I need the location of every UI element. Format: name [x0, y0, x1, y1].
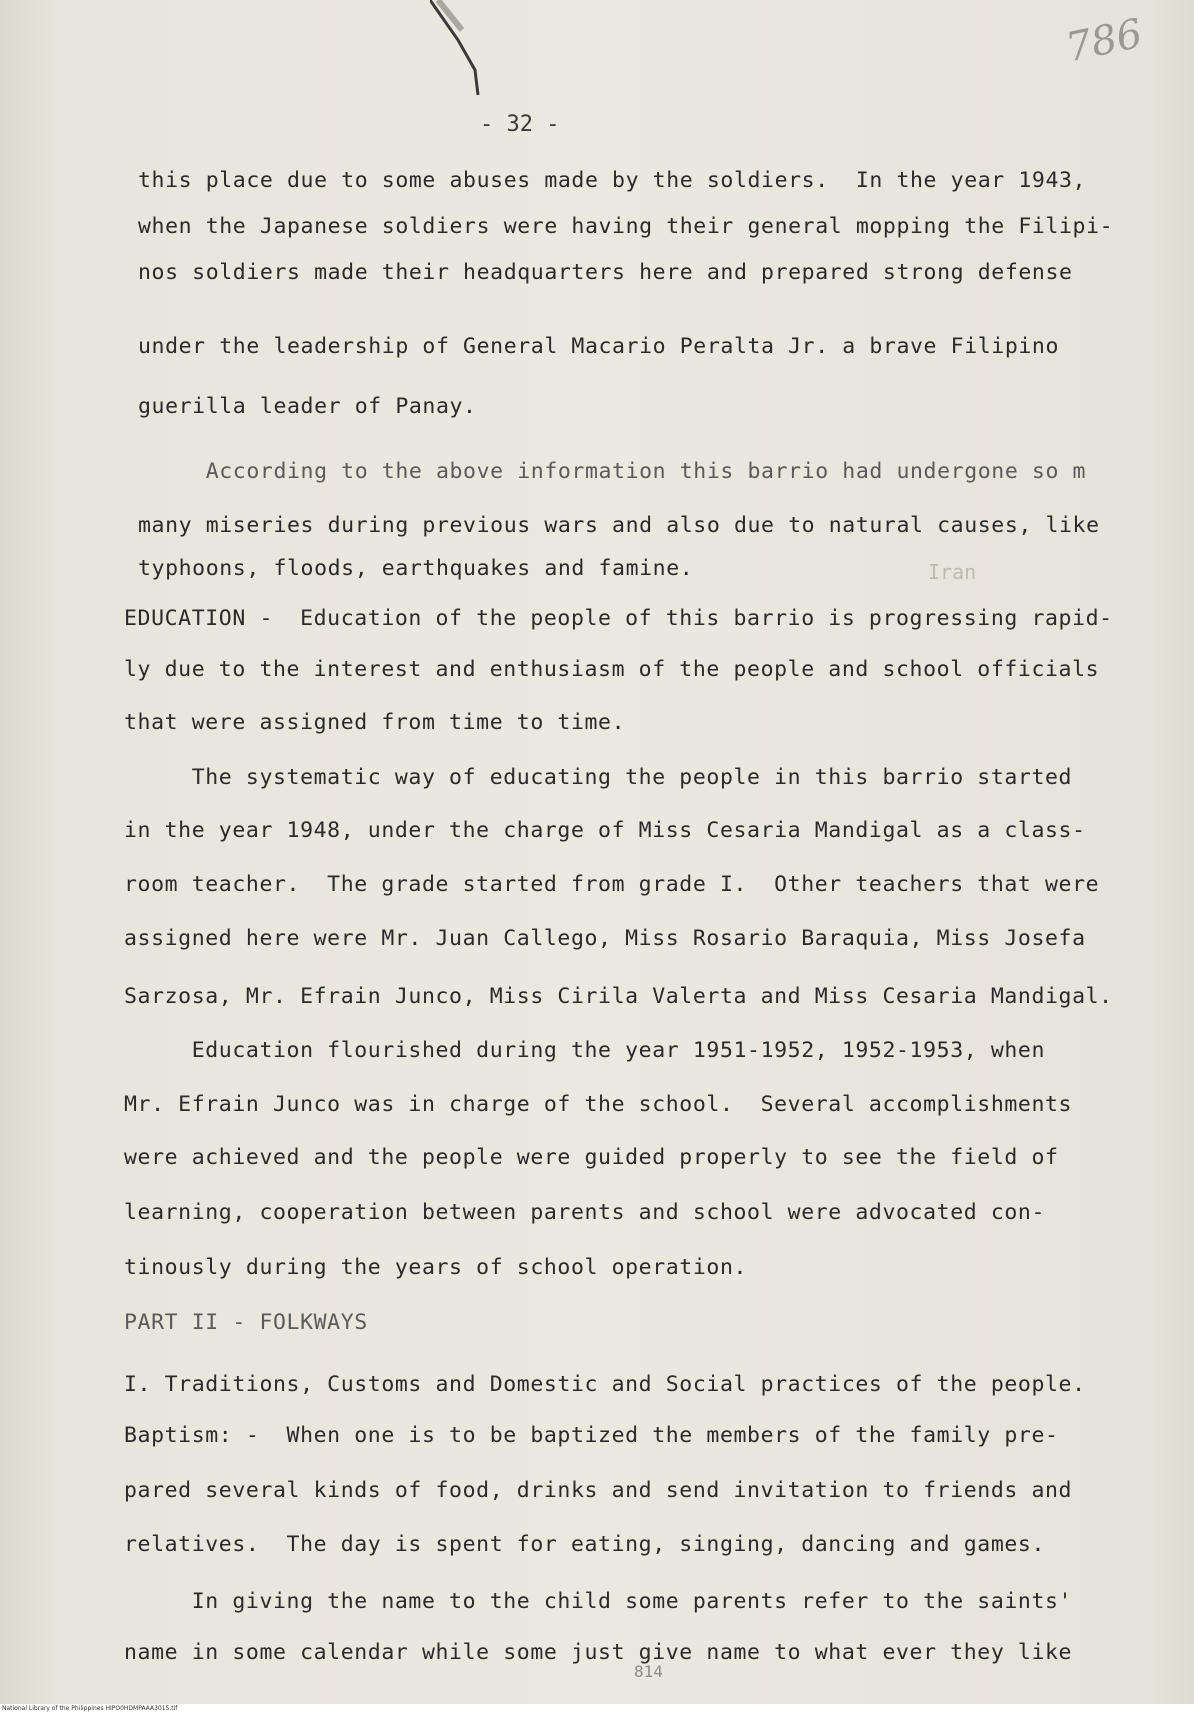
- text-line: name in some calendar while some just give name to what ever they like: [124, 1640, 1073, 1665]
- bleed-through-text: Iran: [928, 560, 977, 584]
- text-line: pared several kinds of food, drinks and send invitation to friends and: [124, 1478, 1073, 1503]
- text-line: The systematic way of educating the people in this barrio started: [124, 765, 1073, 790]
- text-line: many miseries during previous wars and also due to natural causes, like: [138, 513, 1100, 538]
- stamped-page-number: 814: [634, 1662, 663, 1681]
- text-line: Education flourished during the year 1951-1952, 1952-1953, when: [124, 1038, 1045, 1063]
- text-line: ly due to the interest and enthusiasm of the people and school officials: [124, 657, 1100, 682]
- text-line: relatives. The day is spent for eating, singing, dancing and games.: [124, 1532, 1045, 1557]
- page-number: - 32 -: [480, 112, 560, 137]
- text-line: I. Traditions, Customs and Domestic and Social practices of the people.: [124, 1372, 1086, 1397]
- section-heading: PART II - FOLKWAYS: [124, 1310, 368, 1335]
- text-line: tinously during the years of school operation.: [124, 1255, 748, 1280]
- text-line: in the year 1948, under the charge of Miss Cesaria Mandigal as a class-: [124, 818, 1086, 843]
- text-line: this place due to some abuses made by the soldiers. In the year 1943,: [138, 168, 1087, 193]
- text-line: Baptism: - When one is to be baptized the members of the family pre-: [124, 1423, 1059, 1448]
- text-line: Sarzosa, Mr. Efrain Junco, Miss Cirila Valerta and Miss Cesaria Mandigal.: [124, 984, 1113, 1009]
- text-line: EDUCATION - Education of the people of this barrio is progressing rapid-: [124, 606, 1113, 631]
- text-line: under the leadership of General Macario Peralta Jr. a brave Filipino: [138, 334, 1059, 359]
- archive-footer: National Library of the Philippines HIPO0HDMPAAA3015.tif: [0, 1704, 1194, 1714]
- text-line: According to the above information this barrio had undergone so m: [138, 459, 1087, 484]
- pencil-annotation: 786: [1061, 10, 1146, 72]
- text-line: assigned here were Mr. Juan Callego, Miss Rosario Baraquia, Miss Josefa: [124, 926, 1086, 951]
- paper-crease-mark: [430, 0, 510, 120]
- text-line: room teacher. The grade started from grade I. Other teachers that were: [124, 872, 1100, 897]
- text-line: In giving the name to the child some parents refer to the saints': [124, 1589, 1073, 1614]
- text-line: when the Japanese soldiers were having their general mopping the Filipi-: [138, 214, 1114, 239]
- text-line: typhoons, floods, earthquakes and famine.: [138, 556, 694, 581]
- text-line: nos soldiers made their headquarters here and prepared strong defense: [138, 260, 1073, 285]
- text-line: were achieved and the people were guided properly to see the field of: [124, 1145, 1059, 1170]
- text-line: guerilla leader of Panay.: [138, 394, 477, 419]
- text-line: learning, cooperation between parents and school were advocated con-: [124, 1200, 1045, 1225]
- text-line: Mr. Efrain Junco was in charge of the school. Several accomplishments: [124, 1092, 1073, 1117]
- text-line: that were assigned from time to time.: [124, 710, 626, 735]
